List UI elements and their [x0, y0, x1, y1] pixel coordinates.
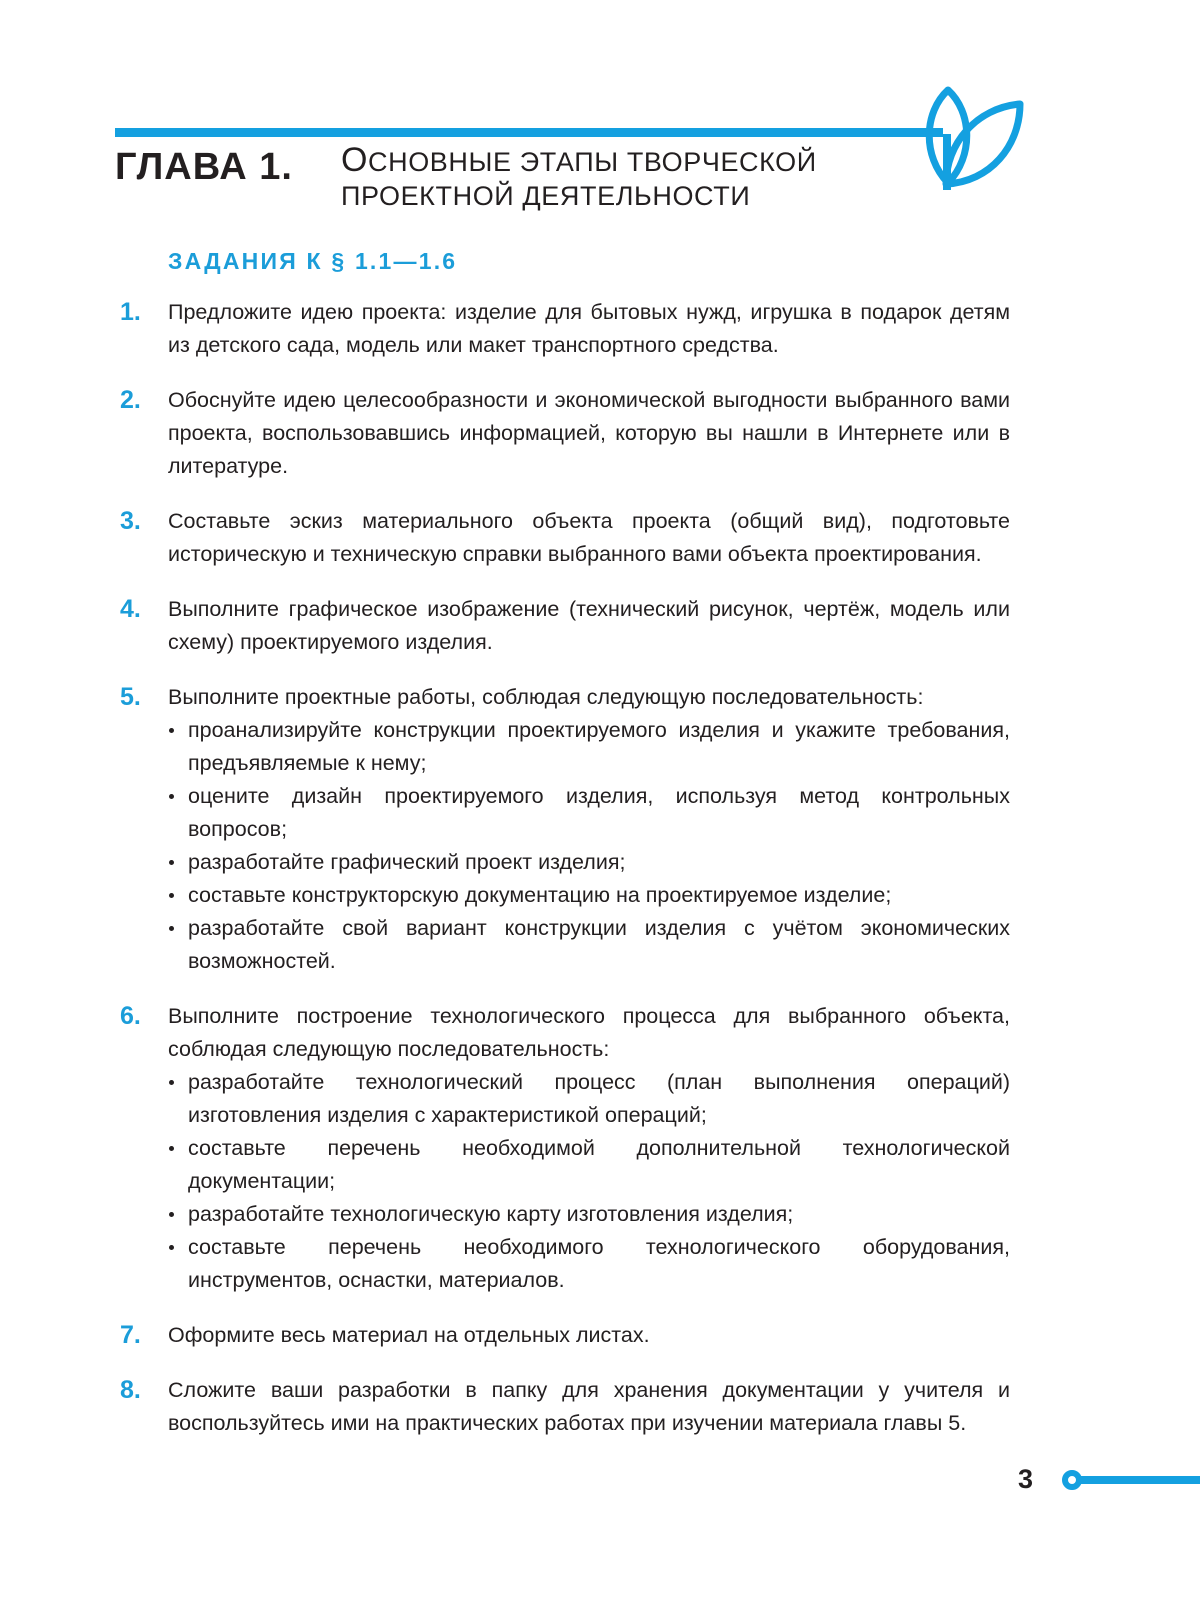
bullet-icon — [169, 893, 174, 898]
list-item-label: составьте перечень необходимого технологического оборудования, инструментов, оснастки, материалов. — [188, 1235, 1010, 1292]
bullet-icon — [169, 860, 174, 865]
list-item-label: составьте конструкторскую документацию на проектируемое изделие; — [188, 883, 892, 907]
task-number: 7. — [120, 1321, 141, 1349]
list-item — [168, 1231, 1010, 1297]
task-item — [0, 593, 1200, 659]
task-number: 6. — [120, 1002, 141, 1030]
bullet-icon — [169, 1245, 174, 1250]
chapter-title — [341, 143, 817, 213]
list-item-label: оцените дизайн проектируемого изделия, используя метод контрольных вопросов; — [188, 784, 1010, 841]
task-list — [0, 296, 1200, 1462]
list-item-label: разработайте технологическую карту изготовления изделия; — [188, 1202, 794, 1226]
chapter-label: ГЛАВА 1. — [115, 146, 293, 188]
task-text: Сложите ваши разработки в папку для хранения документации у учителя и воспользуйтесь ими на практических работах при изучении материала главы 5. — [168, 1378, 1010, 1435]
task-number: 3. — [120, 507, 141, 535]
chapter-heading — [115, 143, 1015, 213]
task-number: 5. — [120, 683, 141, 711]
task-number: 2. — [120, 386, 141, 414]
list-item-label: разработайте графический проект изделия; — [188, 850, 626, 874]
task-text: Оформите весь материал на отдельных листах. — [168, 1323, 650, 1347]
list-item — [168, 1066, 1010, 1132]
chapter-title-line1: СНОВНЫЕ ЭТАПЫ ТВОРЧЕСКОЙ — [368, 147, 817, 177]
header-rule — [115, 128, 943, 137]
list-item — [168, 1132, 1010, 1198]
task-item — [0, 1319, 1200, 1352]
bullet-icon — [169, 926, 174, 931]
task-item — [0, 505, 1200, 571]
task-item — [0, 296, 1200, 362]
list-item-label: составьте перечень необходимой дополнительной технологической документации; — [188, 1136, 1010, 1193]
list-item-label: разработайте технологический процесс (план выполнения операций) изготовления изделия с характеристикой операций; — [188, 1070, 1010, 1127]
list-item-label: разработайте свой вариант конструкции изделия с учётом экономических возможностей. — [188, 916, 1010, 973]
bullet-icon — [169, 728, 174, 733]
page-footer — [0, 1462, 1200, 1512]
bullet-icon — [169, 1080, 174, 1085]
task-item — [0, 681, 1200, 978]
list-item — [168, 912, 1010, 978]
task-number: 4. — [120, 595, 141, 623]
list-item — [168, 879, 1010, 912]
task-text: Выполните графическое изображение (технический рисунок, чертёж, модель или схему) проектируемого изделия. — [168, 597, 1010, 654]
list-item — [168, 714, 1010, 780]
list-item — [168, 1198, 1010, 1231]
task-text: Выполните проектные работы, соблюдая следующую последовательность: — [168, 685, 924, 709]
chapter-title-line2: ПРОЕКТНОЙ ДЕЯТЕЛЬНОСТИ — [340, 181, 751, 211]
page-header — [0, 0, 1200, 274]
task-sub-list — [168, 1066, 1010, 1297]
task-text: Выполните построение технологического процесса для выбранного объекта, соблюдая следующую последовательность: — [168, 1004, 1010, 1061]
task-sub-list — [168, 714, 1010, 978]
task-item — [0, 1374, 1200, 1440]
list-item-label: проанализируйте конструкции проектируемого изделия и укажите требования, предъявляемые к нему; — [188, 718, 1010, 775]
task-number: 1. — [120, 298, 141, 326]
task-text: Составьте эскиз материального объекта проекта (общий вид), подготовьте историческую и техническую справки выбранного вами объекта проектирования. — [168, 509, 1010, 566]
footer-rule — [1078, 1476, 1200, 1484]
task-text: Предложите идею проекта: изделие для бытовых нужд, игрушка в подарок детям из детского сада, модель или макет транспортного средства. — [168, 300, 1010, 357]
task-number: 8. — [120, 1376, 141, 1404]
list-item — [168, 846, 1010, 879]
bullet-icon — [169, 1212, 174, 1217]
task-text: Обоснуйте идею целесообразности и экономической выгодности выбранного вами проекта, воспользовавшись информацией, которую вы нашли в Интернете или в литературе. — [168, 388, 1010, 478]
chapter-title-initial: О — [340, 141, 368, 179]
task-item — [0, 1000, 1200, 1297]
page-number: 3 — [1018, 1464, 1034, 1494]
bullet-icon — [169, 794, 174, 799]
task-item — [0, 384, 1200, 483]
tasks-section-heading: ЗАДАНИЯ К § 1.1—1.6 — [168, 248, 458, 274]
bullet-icon — [169, 1146, 174, 1151]
list-item — [168, 780, 1010, 846]
